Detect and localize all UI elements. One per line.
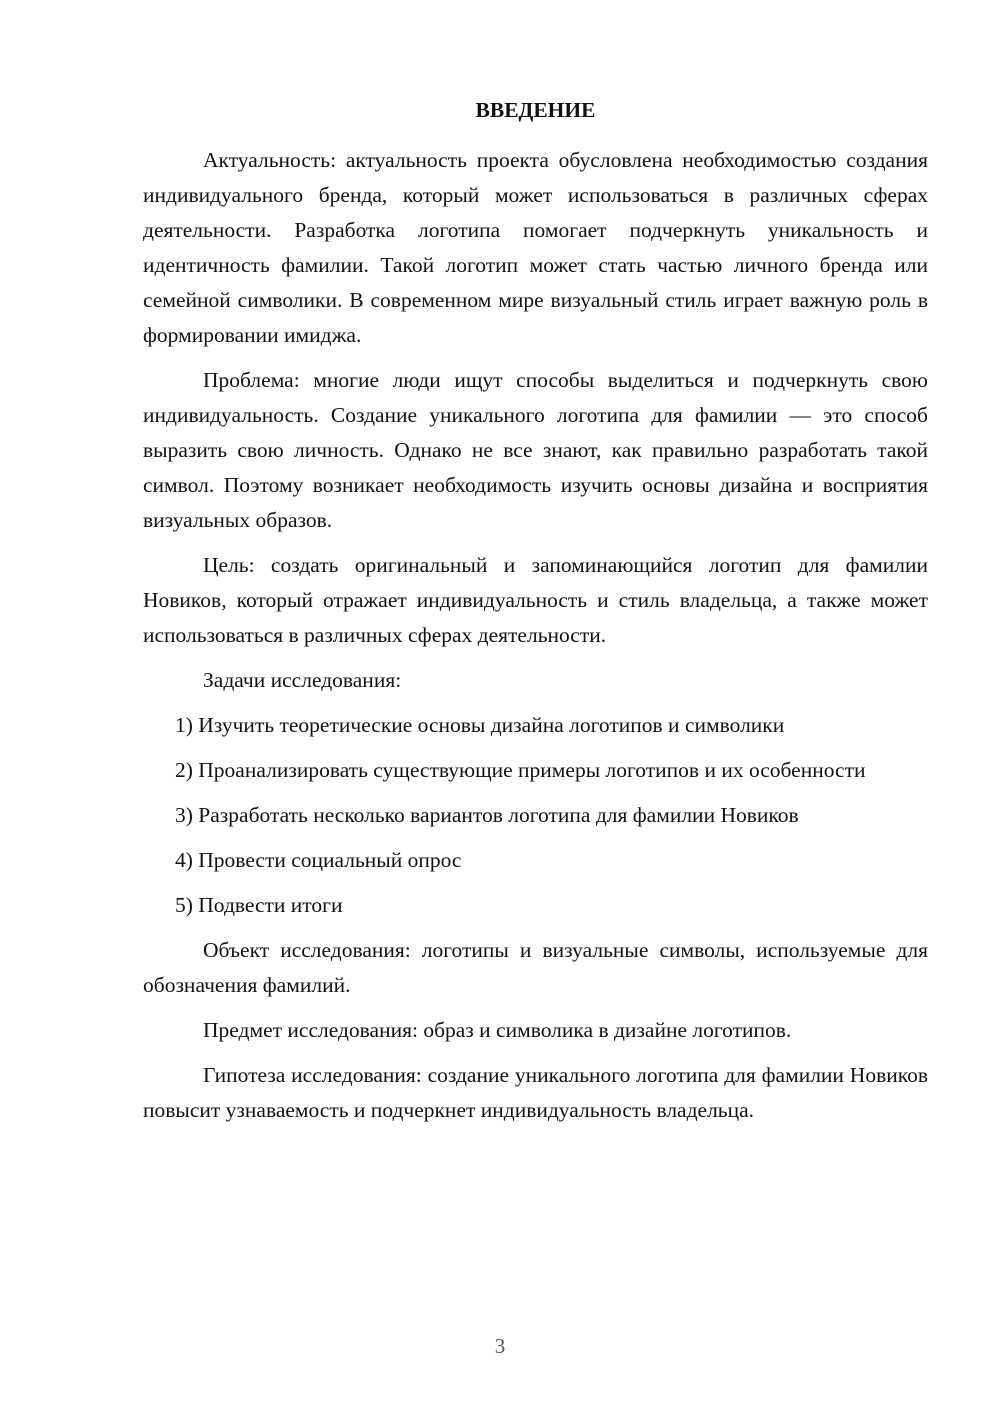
goal-paragraph: Цель: создать оригинальный и запоминающийся логотип для фамилии Новиков, который отражает индивидуальность и стиль владельца, а также может использоваться в различных сферах деятельности.	[143, 553, 928, 647]
task-item: 1) Изучить теоретические основы дизайна логотипов и символики	[175, 713, 785, 737]
object-paragraph: Объект исследования: логотипы и визуальные символы, используемые для обозначения фамилий.	[143, 938, 928, 997]
problem-paragraph: Проблема: многие люди ищут способы выделиться и подчеркнуть свою индивидуальность. Создание уникального логотипа для фамилии — это способ выразить свою личность. Однако не все знают, как правильно разработать такой символ. Поэтому возникает необходимость изучить основы дизайна и восприятия визуальных образов.	[143, 368, 928, 532]
tasks-list	[143, 708, 928, 923]
tasks-heading: Задачи исследования:	[203, 668, 402, 692]
task-item: 3) Разработать несколько вариантов логотипа для фамилии Новиков	[175, 803, 799, 827]
relevance-paragraph: Актуальность: актуальность проекта обусловлена необходимостью создания индивидуального бренда, который может использоваться в различных сферах деятельности. Разработка логотипа помогает подчеркнуть уникальность и идентичность фамилии. Такой логотип может стать частью личного бренда или семейной символики. В современном мире визуальный стиль играет важную роль в формировании имиджа.	[143, 148, 928, 347]
section-title: ВВЕДЕНИЕ	[475, 98, 596, 122]
task-item: 2) Проанализировать существующие примеры логотипов и их особенности	[175, 758, 866, 782]
task-item: 5) Подвести итоги	[175, 893, 343, 917]
page-number: 3	[494, 1334, 506, 1358]
document-page	[143, 95, 928, 1138]
task-item: 4) Провести социальный опрос	[175, 848, 462, 872]
hypothesis-paragraph: Гипотеза исследования: создание уникального логотипа для фамилии Новиков повысит узнаваемость и подчеркнет индивидуальность владельца.	[143, 1063, 928, 1122]
subject-paragraph: Предмет исследования: образ и символика в дизайне логотипов.	[203, 1018, 792, 1042]
